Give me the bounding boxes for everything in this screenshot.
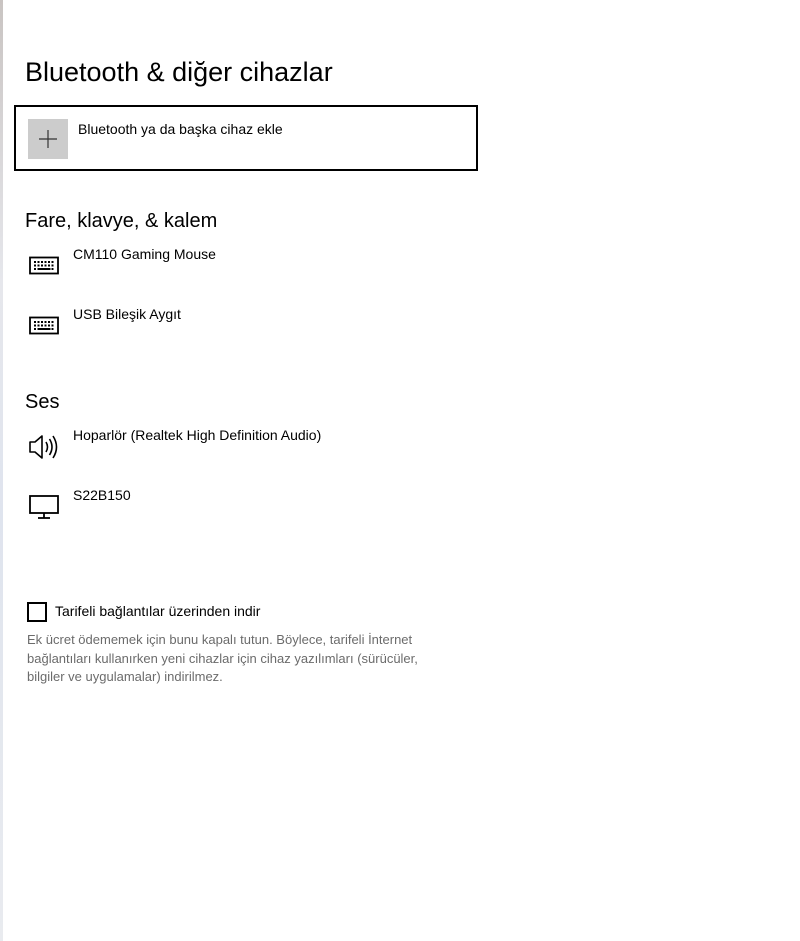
- device-item-monitor[interactable]: [26, 487, 476, 531]
- metered-download-label: Tarifeli bağlantılar üzerinden indir: [55, 603, 261, 619]
- add-device-button[interactable]: [14, 105, 478, 171]
- add-device-label: Bluetooth ya da başka cihaz ekle: [78, 121, 283, 137]
- device-name: S22B150: [73, 487, 131, 503]
- device-item-cm110[interactable]: [26, 246, 476, 290]
- device-name: Hoparlör (Realtek High Definition Audio): [73, 427, 322, 443]
- keyboard-icon: [26, 248, 62, 284]
- device-item-usb-composite[interactable]: [26, 306, 476, 350]
- device-item-speaker[interactable]: [26, 427, 476, 471]
- page-title: Bluetooth & diğer cihazlar: [25, 57, 333, 87]
- plus-icon: [28, 119, 68, 159]
- speaker-icon: [26, 429, 62, 465]
- metered-description: Ek ücret ödememek için bunu kapalı tutun. Böylece, tarifeli İnternet bağlantıları kullanırken yeni cihazlar için cihaz yazılımları (sürücüler, bilgiler ve uygulamalar) indirilmez.: [27, 632, 418, 684]
- device-name: CM110 Gaming Mouse: [73, 246, 216, 262]
- window-edge: [0, 0, 3, 941]
- metered-download-checkbox[interactable]: [27, 602, 47, 622]
- monitor-icon: [26, 489, 62, 525]
- device-name: USB Bileşik Aygıt: [73, 306, 181, 322]
- keyboard-icon: [26, 308, 62, 344]
- section-heading-input: Fare, klavye, & kalem: [25, 210, 218, 232]
- section-heading-audio: Ses: [25, 391, 60, 413]
